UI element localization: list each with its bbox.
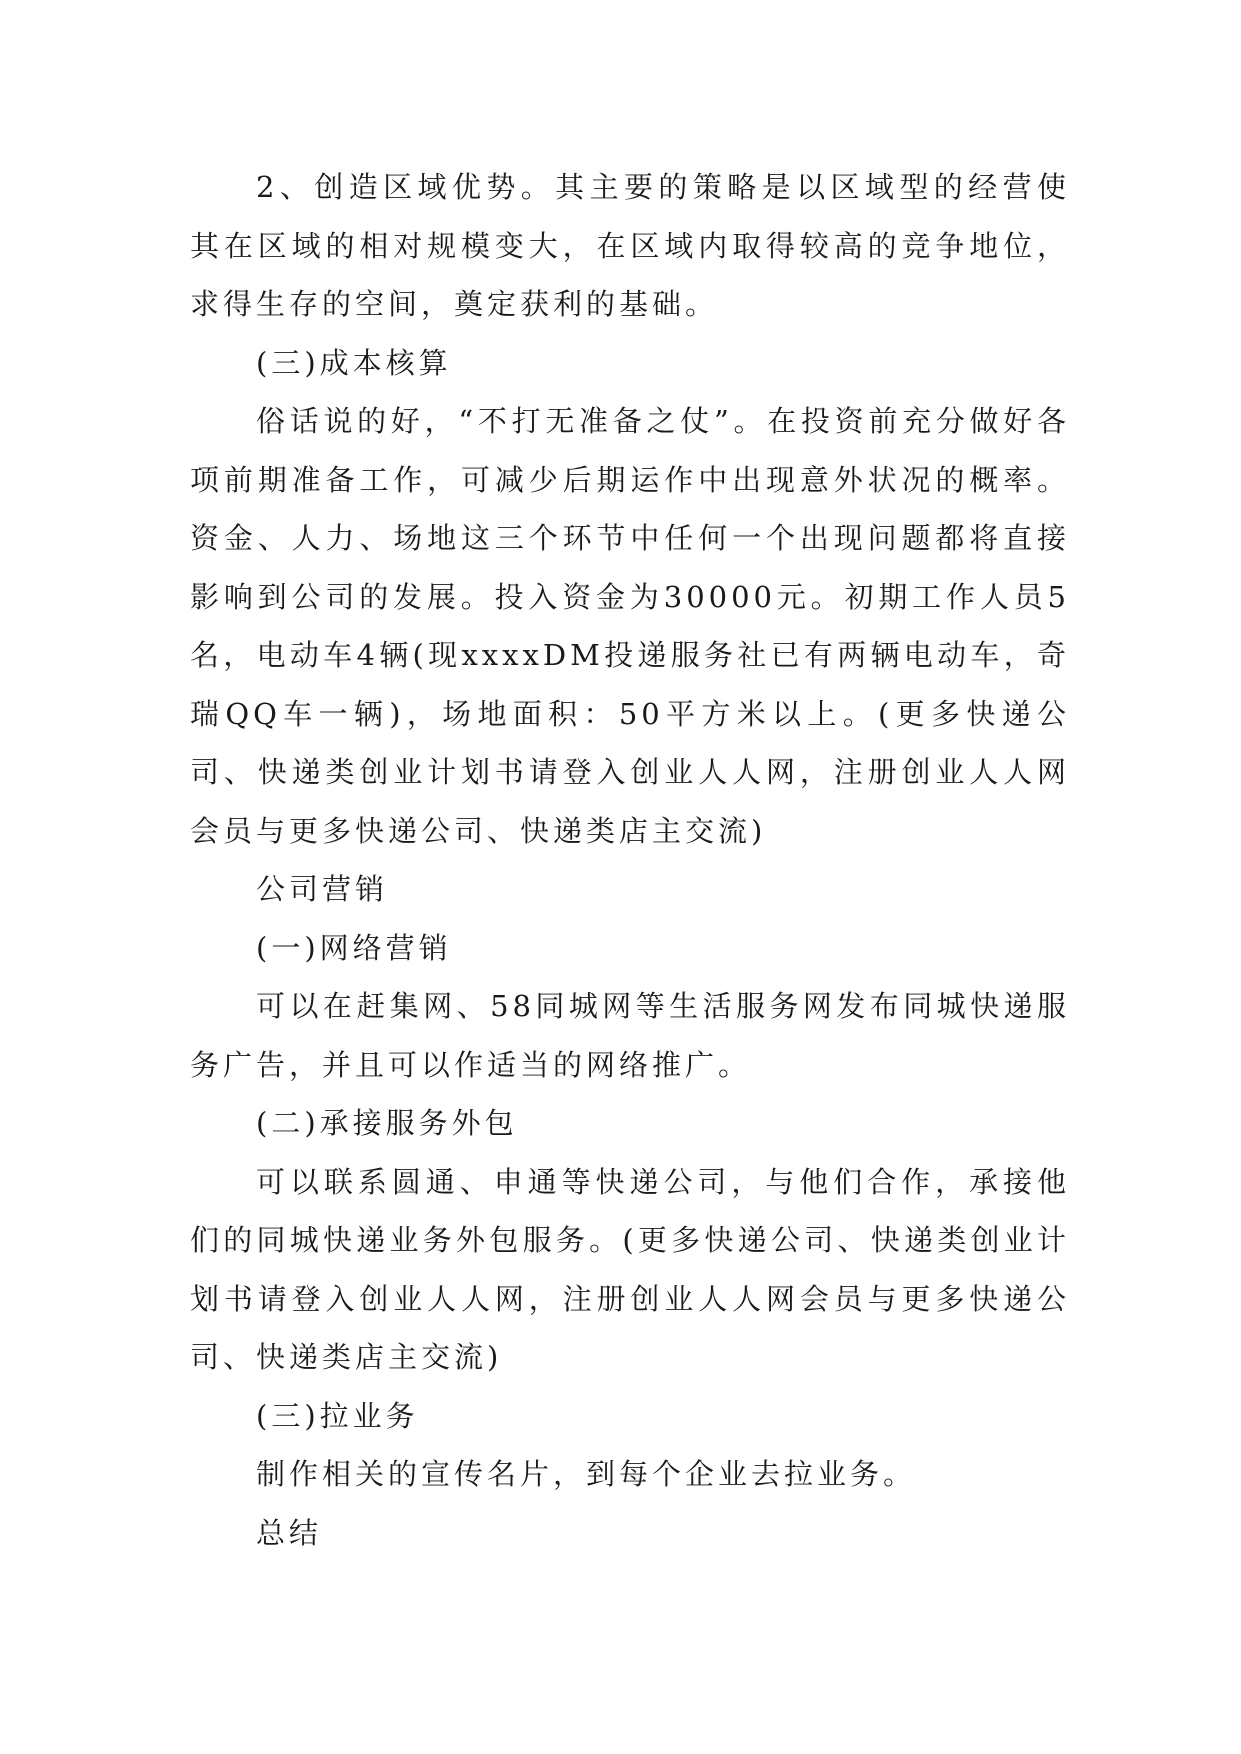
- paragraph-regional-advantage: 2、创造区域优势。其主要的策略是以区域型的经营使其在区域的相对规模变大，在区域内取得较高的竞争地位，求得生存的空间，奠定获利的基础。: [190, 170, 1070, 321]
- paragraph-business-development: 制作相关的宣传名片，到每个企业去拉业务。: [256, 1457, 917, 1491]
- paragraph-online-marketing: 可以在赶集网、58同城网等生活服务网发布同城快递服务广告，并且可以作适当的网络推广。: [190, 989, 1070, 1082]
- document-body: [190, 158, 1070, 1562]
- heading-business-development: (三)拉业务: [256, 1398, 419, 1433]
- heading-cost-accounting: (三)成本核算: [256, 345, 452, 380]
- heading-online-marketing: (一)网络营销: [256, 930, 452, 965]
- heading-outsourcing: (二)承接服务外包: [256, 1106, 518, 1140]
- paragraph-outsourcing: 可以联系圆通、申通等快递公司，与他们合作，承接他们的同城快递业务外包服务。(更多快递公司、快递类创业计划书请登入创业人人网，注册创业人人网会员与更多快递公司、快递类店主交流): [190, 1164, 1070, 1374]
- heading-summary: 总结: [256, 1515, 323, 1550]
- paragraph-cost-accounting: 俗话说的好，“不打无准备之仗”。在投资前充分做好各项前期准备工作，可减少后期运作中出现意外状况的概率。资金、人力、场地这三个环节中任何一个出现问题都将直接影响到公司的发展。投入资金为30000元。初期工作人员5名，电动车4辆(现xxxxDM投递服务社已有两辆电动车，奇瑞QQ车一辆)，场地面积：50平方米以上。(更多快递公司、快递类创业计划书请登入创业人人网，注册创业人人网会员与更多快递公司、快递类店主交流): [190, 404, 1070, 848]
- heading-company-marketing: 公司营销: [256, 872, 389, 906]
